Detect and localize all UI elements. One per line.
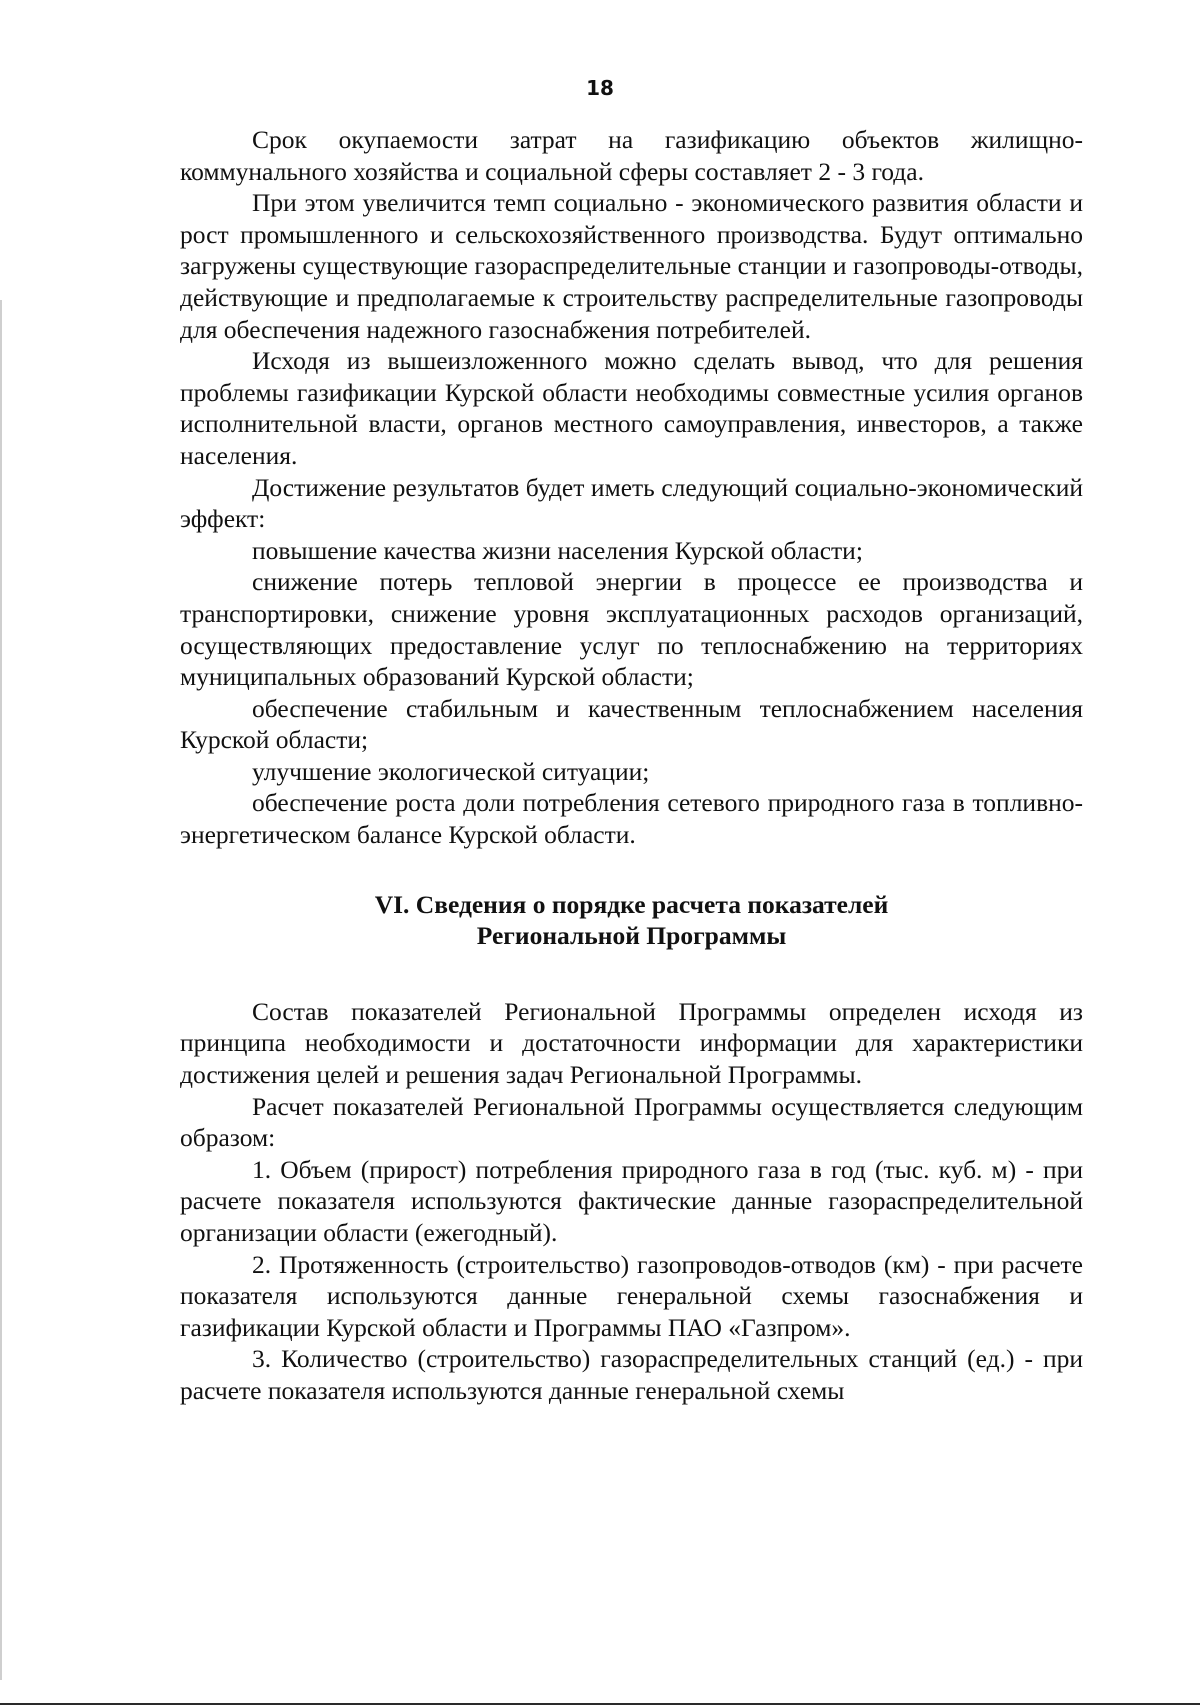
paragraph: Достижение результатов будет иметь следующий социально-экономический эффект: [180,472,1083,534]
numbered-item: 1. Объем (прирост) потребления природного газа в год (тыс. куб. м) - при расчете показателя используются фактические данные газораспределительной организации области (ежегодный). [180,1154,1083,1247]
paragraph: Срок окупаемости затрат на газификацию объектов жилищно-коммунального хозяйства и социальной сферы составляет 2 - 3 года. [180,125,1083,186]
page-content [180,124,1083,1407]
section-heading [180,889,1083,952]
scan-edge-left [0,300,2,1680]
list-item: снижение потерь тепловой энергии в процессе ее производства и транспортировки, снижение уровня эксплуатационных расходов организаций, осуществляющих предоставление услуг по теплоснабжению на территориях муниципальных образований Курской области; [180,567,1083,692]
list-item: повышение качества жизни населения Курской области; [252,535,863,565]
numbered-item: 2. Протяженность (строительство) газопроводов-отводов (км) - при расчете показателя используются данные генеральной схемы газоснабжения и газификации Курской области и Программы ПАО «Газпром». [180,1249,1083,1342]
section-heading-line-2: Региональной Программы [476,921,787,951]
numbered-item: 3. Количество (строительство) газораспределительных станций (ед.) - при расчете показателя используются данные генеральной схемы [180,1344,1083,1405]
paragraph: Расчет показателей Региональной Программы осуществляется следующим образом: [180,1091,1083,1153]
paragraph: При этом увеличится темп социально - экономического развития области и рост промышленного и сельскохозяйственного производства. Будут оптимально загружены существующие газораспределительные станции и газопроводы-отводы, действующие и предполагаемые к строительству распределительные газопроводы для обеспечения надежного газоснабжения потребителей. [180,188,1083,344]
list-item: обеспечение роста доли потребления сетевого природного газа в топливно-энергетическом балансе Курской области. [180,788,1083,850]
page-number: 18 [586,76,614,100]
list-item: улучшение экологической ситуации; [252,756,650,786]
paragraph: Исходя из вышеизложенного можно сделать вывод, что для решения проблемы газификации Курской области необходимы совместные усилия органов исполнительной власти, органов местного самоуправления, инвесторов, а также населения. [180,346,1083,470]
section-heading-line-1: VI. Сведения о порядке расчета показателей [374,889,889,919]
list-item: обеспечение стабильным и качественным теплоснабжением населения Курской области; [180,693,1083,755]
paragraph: Состав показателей Региональной Программы определен исходя из принципа необходимости и достаточности информации для характеристики достижения целей и решения задач Региональной Программы. [180,996,1083,1090]
